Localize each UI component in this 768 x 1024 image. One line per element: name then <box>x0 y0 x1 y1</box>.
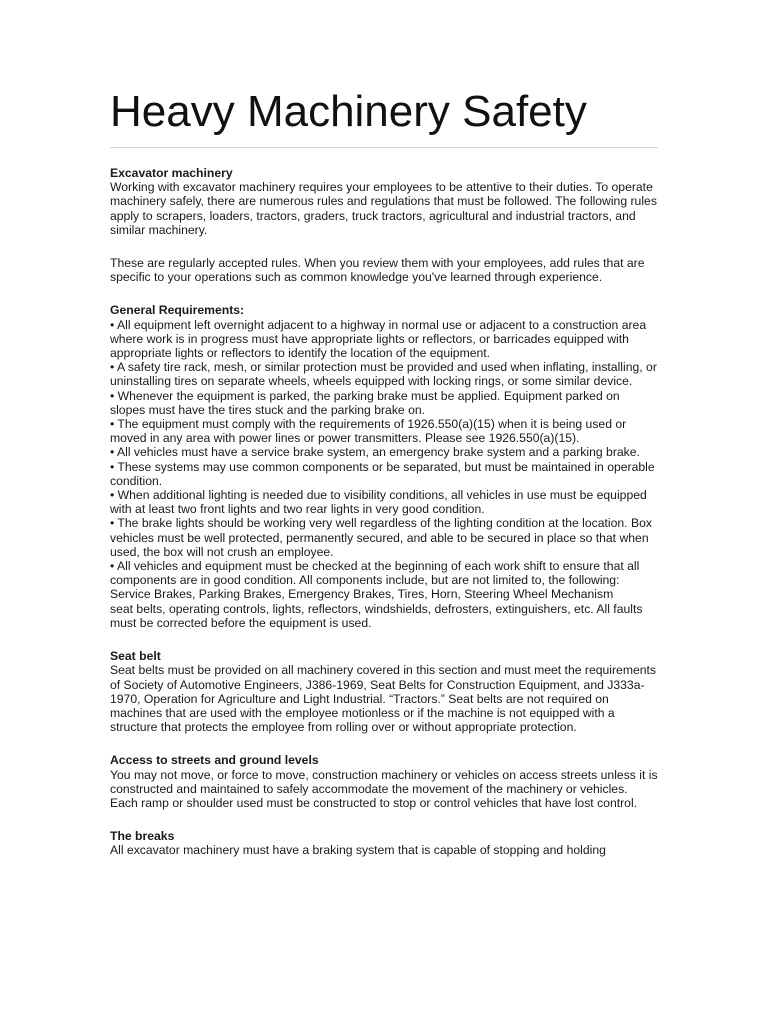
document-body <box>110 166 658 858</box>
general-bullet: • A safety tire rack, mesh, or similar protection must be provided and used when inflating, installing, or uninstalling tires on separate wheels, wheels equipped with locking rings, or some similar device. <box>110 360 657 389</box>
general-bullet: • These systems may use common components or be separated, but must be maintained in operable condition. <box>110 459 655 488</box>
access-paragraph: You may not move, or force to move, construction machinery or vehicles on access streets unless it is constructed and maintained to safely accommodate the movement of the machinery or vehicles. Each ramp or shoulder used must be constructed to stop or control vehicles that have lost control. <box>110 767 658 810</box>
general-bullet: seat belts, operating controls, lights, reflectors, windshields, defrosters, extinguishers, etc. All faults must be corrected before the equipment is used. <box>110 601 643 630</box>
general-bullet: • All equipment left overnight adjacent to a highway in normal use or adjacent to a construction area where work is in progress must have appropriate lights or reflectors, or barricades equipped with appropriate lights or reflectors to identify the location of the equipment. <box>110 317 647 361</box>
section-heading-breaks: The breaks <box>110 829 175 844</box>
general-bullet: • Whenever the equipment is parked, the parking brake must be applied. Equipment parked on slopes must have the tires stuck and the parking brake on. <box>110 388 620 417</box>
general-bullet: • All vehicles must have a service brake system, an emergency brake system and a parking brake. <box>110 445 640 460</box>
section-heading-excavator: Excavator machinery <box>110 166 233 180</box>
seat-belt-paragraph: Seat belts must be provided on all machinery covered in this section and must meet the requirements of Society of Automotive Engineers, J386-1969, Seat Belts for Construction Equipment, and J333a-1970, Operation for Agriculture and Light Industrial. “Tractors.” Seat belts are not required on machines that are used with the employee motionless or if the machine is not equipped with a structure that protects the employee from rolling over or without appropriate protection. <box>110 663 657 735</box>
general-bullet: • All vehicles and equipment must be checked at the beginning of each work shift to ensure that all components are in good condition. All components include, but are not limited to, the following: Service Brakes, Parking Brakes, Emergency Brakes, Tires, Horn, Steering Wheel Mechanism <box>110 559 640 602</box>
page-title: Heavy Machinery Safety <box>110 87 587 136</box>
breaks-paragraph: All excavator machinery must have a braking system that is capable of stopping and holding <box>110 843 606 858</box>
section-heading-general: General Requirements: <box>110 303 245 318</box>
general-bullet: • The brake lights should be working very well regardless of the lighting condition at the location. Box vehicles must be well protected, permanently secured, and able to be secured in place so that when used, the box will not crush an employee. <box>110 516 652 559</box>
general-bullet: • When additional lighting is needed due to visibility conditions, all vehicles in use must be equipped with at least two front lights and two rear lights in very good condition. <box>110 488 647 517</box>
general-bullet: • The equipment must comply with the requirements of 1926.550(a)(15) when it is being used or moved in any area with power lines or power transmitters. Please see 1926.550(a)(15). <box>110 417 627 446</box>
section-heading-seat-belt: Seat belt <box>110 649 161 664</box>
title-divider <box>110 147 658 148</box>
section-heading-access: Access to streets and ground levels <box>110 753 319 768</box>
excavator-paragraph-2: These are regularly accepted rules. When you review them with your employees, add rules that are specific to your operations such as common knowledge you've learned through experience. <box>110 256 645 285</box>
excavator-paragraph-1: Working with excavator machinery requires your employees to be attentive to their duties. To operate machinery safely, there are numerous rules and regulations that must be followed. The following rules apply to scrapers, loaders, tractors, graders, truck tractors, agricultural and industrial tractors, and similar machinery. <box>110 180 657 237</box>
